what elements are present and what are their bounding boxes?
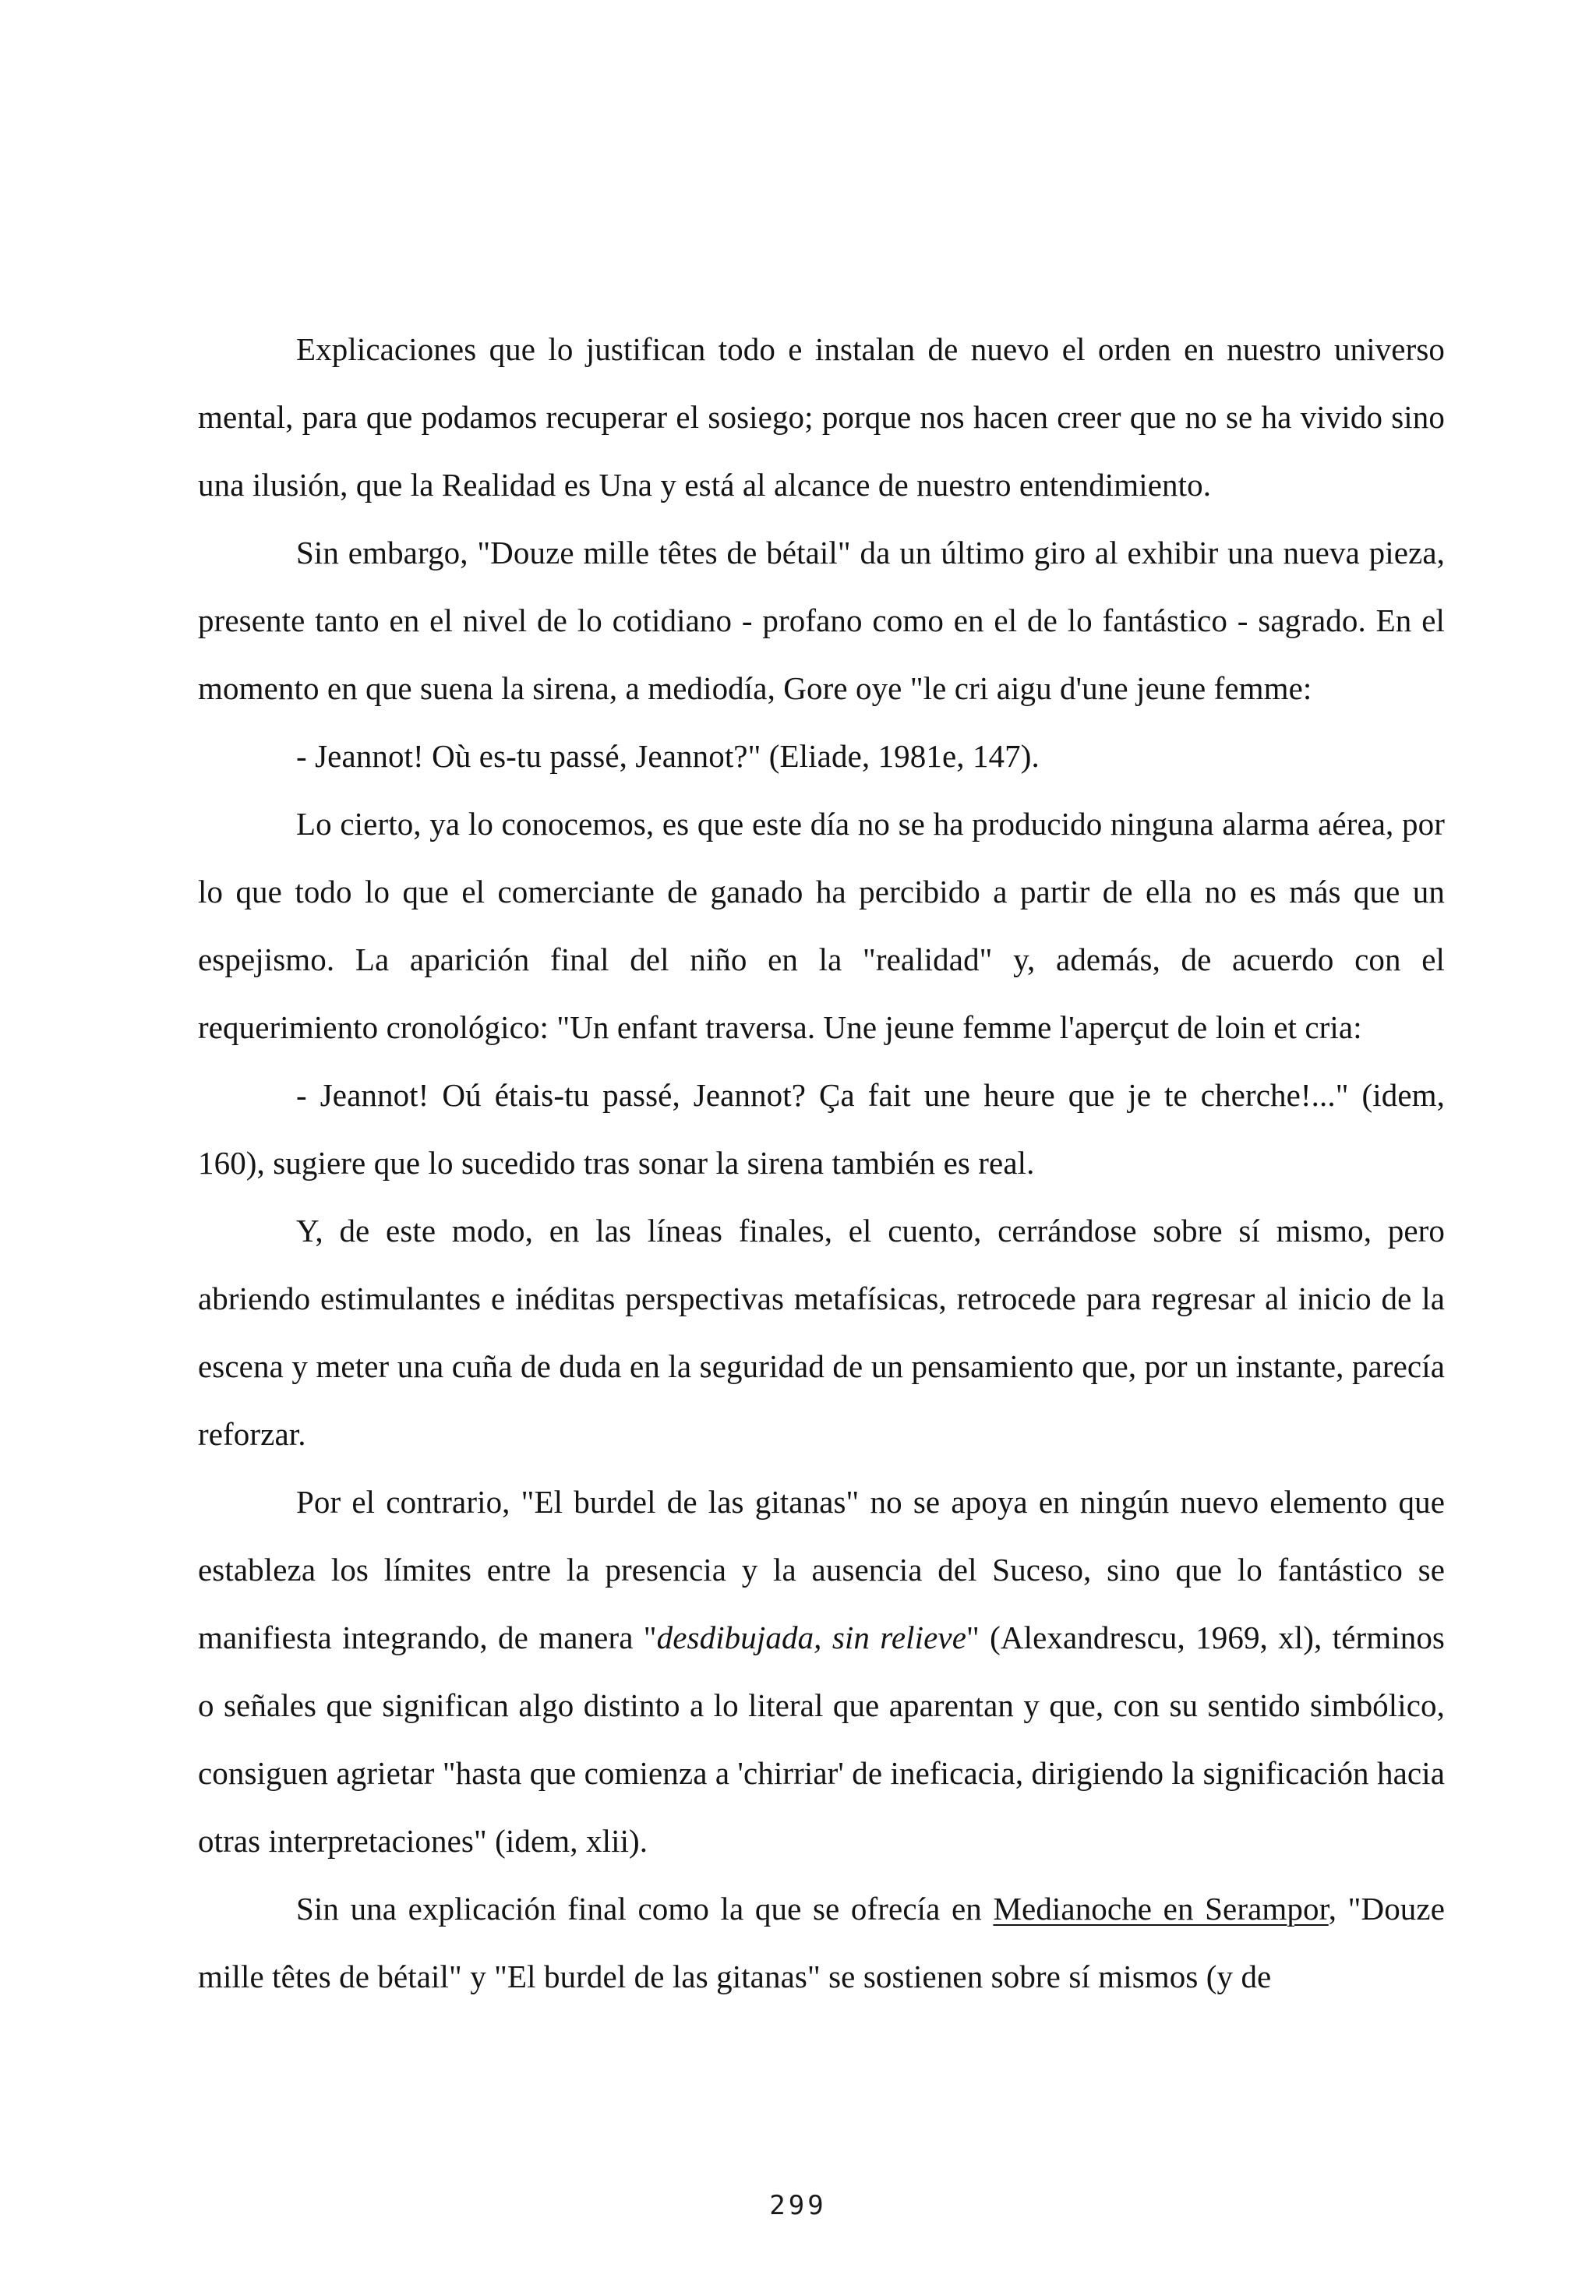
body-text	[198, 316, 1445, 2011]
paragraph-5-text-end: " (Alexandrescu, 1969, xl), términos o señales que significan algo distinto a lo literal que aparentan y que, con su sentido simbólico, consiguen agrietar "hasta que comienza a 'chirriar' de ineficacia, dirigiendo la significación hacia otras interpretaciones" (idem, xlii).	[198, 1620, 1445, 1859]
paragraph-6-text-end: , "Douze mille têtes de bétail" y "El burdel de las gitanas" se sostienen sobre sí mismos (y de	[198, 1891, 1445, 1994]
paragraph-1: Explicaciones que lo justifican todo e instalan de nuevo el orden en nuestro universo mental, para que podamos recuperar el sosiego; porque nos hacen creer que no se ha vivido sino una ilusión, que la Realidad es Una y está al alcance de nuestro entendimiento.	[198, 331, 1445, 503]
page-number: 299	[769, 2190, 827, 2221]
paragraph-3: Lo cierto, ya lo conocemos, es que este día no se ha producido ninguna alarma aérea, por lo que todo lo que el comerciante de ganado ha percibido a partir de ella no es más que un espejismo. La aparición final del niño en la "realidad" y, además, de acuerdo con el requerimiento cronológico: "Un enfant traversa. Une jeune femme l'aperçut de loin et cria:	[198, 806, 1445, 1045]
dialogue-line-2: - Jeannot! Oú étais-tu passé, Jeannot? Ça fait une heure que je te cherche!..." (idem, 160), sugiere que lo sucedido tras sonar la sirena también es real.	[198, 1077, 1445, 1181]
paragraph-2: Sin embargo, "Douze mille têtes de bétail" da un último giro al exhibir una nueva pieza, presente tanto en el nivel de lo cotidiano - profano como en el de lo fantástico - sagrado. En el momento en que suena la sirena, a mediodía, Gore oye "le cri aigu d'une jeune femme:	[198, 535, 1445, 706]
underlined-title: Medianoche en Serampor	[993, 1891, 1329, 1927]
italic-quote: desdibujada, sin relieve	[656, 1620, 966, 1655]
dialogue-line-1: - Jeannot! Où es-tu passé, Jeannot?" (Eliade, 1981e, 147).	[296, 738, 1040, 774]
paragraph-4: Y, de este modo, en las líneas finales, el cuento, cerrándose sobre sí mismo, pero abriendo estimulantes e inéditas perspectivas metafísicas, retrocede para regresar al inicio de la escena y meter una cuña de duda en la seguridad de un pensamiento que, por un instante, parecía reforzar.	[198, 1213, 1445, 1452]
paragraph-6-text-start: Sin una explicación final como la que se ofrecía en	[296, 1891, 994, 1927]
paragraph-5	[198, 1468, 1445, 1875]
paragraph-6	[198, 1875, 1445, 2011]
paragraph-5-text-start: Por el contrario, "El burdel de las gitanas" no se apoya en ningún nuevo elemento que estableza los límites entre la presencia y la ausencia del Suceso, sino que lo fantástico se manifiesta integrando, de manera "	[198, 1484, 1445, 1655]
